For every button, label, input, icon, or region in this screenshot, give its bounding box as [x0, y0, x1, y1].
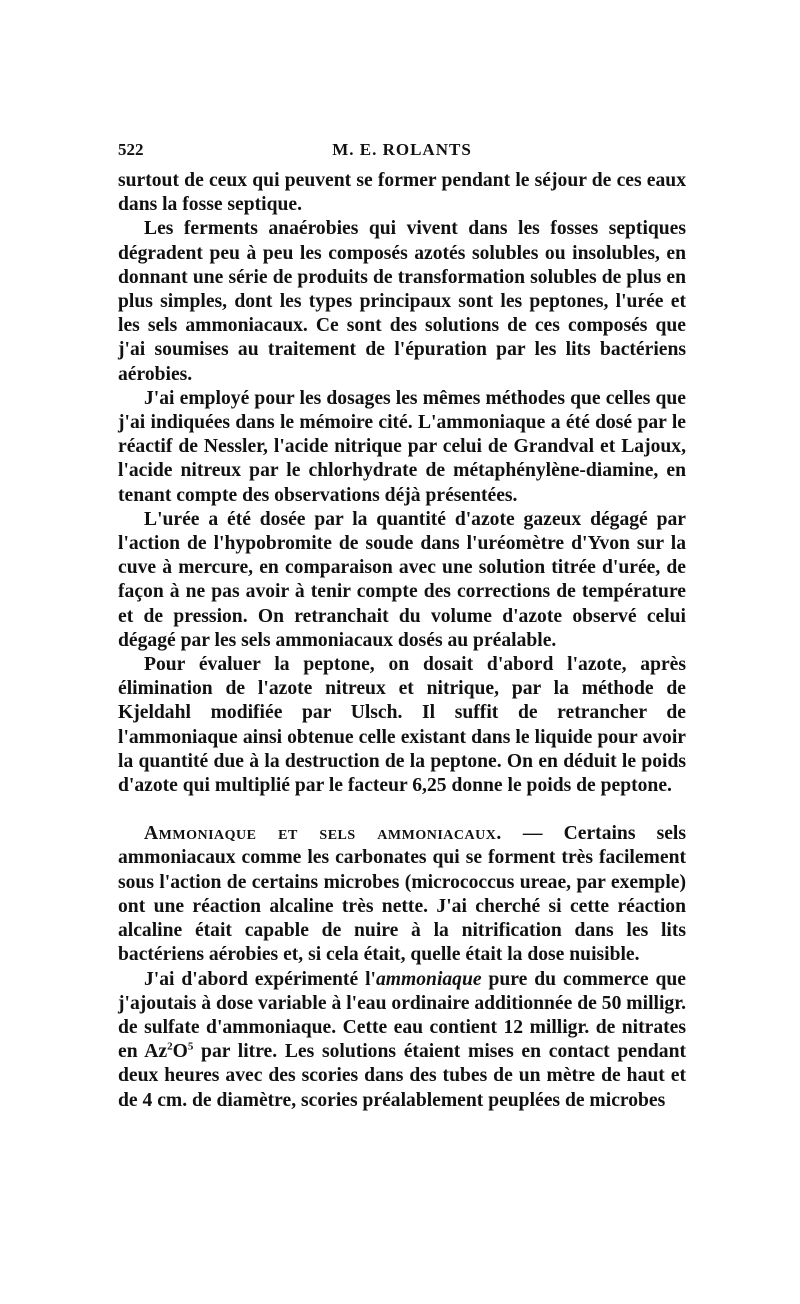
superscript: 2: [167, 1040, 173, 1053]
paragraph-urea-dosing: L'urée a été dosée par la quantité d'azote gazeux dégagé par l'action de l'hypobromite de soude dans l'uréomètre d'Yvon sur la cuve à mercure, en comparaison avec une solution titrée d'urée, de façon à ne pas avoir à tenir compte des corrections de température et de pression. On retranchait du volume d'azote observé celui dégagé par les sels ammoniacaux dosés au préalable.: [118, 508, 686, 651]
text-run: J'ai d'abord expérimenté l': [144, 968, 376, 990]
running-head: [118, 140, 686, 162]
superscript: 5: [187, 1040, 194, 1053]
italic-term: ammoniaque: [375, 968, 482, 990]
text-run: pure du commerce que j'ajoutais à dose variable à l'eau ordinaire additionnée de 50 milligr. de sulfate d'ammoniaque. Cette eau contient 12 milligr. de nitrates en Az: [118, 968, 686, 1063]
page-number: 522: [118, 140, 144, 159]
section-intro-text: — Certains sels ammoniacaux comme les carbonates qui se forment très facilement sous l'action de certains microbes (micrococcus ureae, par exemple) ont une réaction alcaline très nette. J'ai cherché si cette réaction alcaline était capable de nuire à la nitrification dans les lits bactériens aérobies et, si cela était, quelle était la dose nuisible.: [118, 823, 686, 966]
text-run: par litre. Les solutions étaient mises en contact pendant deux heures avec des scories dans des tubes de un mètre de haut et de 4 cm. de diamètre, scories préalablement peuplées de microbes: [118, 1041, 686, 1111]
section-heading: Ammoniaque et sels ammoniacaux.: [144, 823, 502, 845]
running-head-author: M. E. ROLANTS: [332, 140, 472, 159]
paragraph-ammonia-experiment: [118, 968, 686, 1113]
paragraph-dosing-methods: J'ai employé pour les dosages les mêmes méthodes que celles que j'ai indiquées dans le mémoire cité. L'ammoniaque a été dosé par le réactif de Nessler, l'acide nitrique par celui de Grandval et Lajoux, l'acide nitreux par le chlorhydrate de métaphénylène-diamine, en tenant compte des observations déjà présentées.: [118, 387, 686, 506]
text-run: O: [172, 1041, 188, 1063]
paragraph-peptone-evaluation: Pour évaluer la peptone, on dosait d'abord l'azote, après élimination de l'azote nitreux et nitrique, par la méthode de Kjeldahl modifiée par Ulsch. Il suffit de retrancher de l'ammoniaque ainsi obtenue celle existant dans le liquide pour avoir la quantité due à la destruction de la peptone. On en déduit le poids d'azote qui multiplié par le facteur 6,25 donne le poids de peptone.: [118, 654, 686, 797]
paragraph-anaerobic-ferments: Les ferments anaérobies qui vivent dans les fosses septiques dégradent peu à peu les composés azotés solubles ou insolubles, en donnant une série de produits de transformation solubles de plus en plus simples, dont les types principaux sont les peptones, l'urée et les sels ammoniacaux. Ce sont des solutions de ces composés que j'ai soumises au traitement de l'épuration par les lits bactériens aérobies.: [118, 218, 686, 385]
paragraph-continuation: surtout de ceux qui peuvent se former pendant le séjour de ces eaux dans la fosse septique.: [118, 170, 686, 216]
body-text: [118, 169, 686, 1113]
paragraph-ammonia-section: [118, 822, 686, 967]
